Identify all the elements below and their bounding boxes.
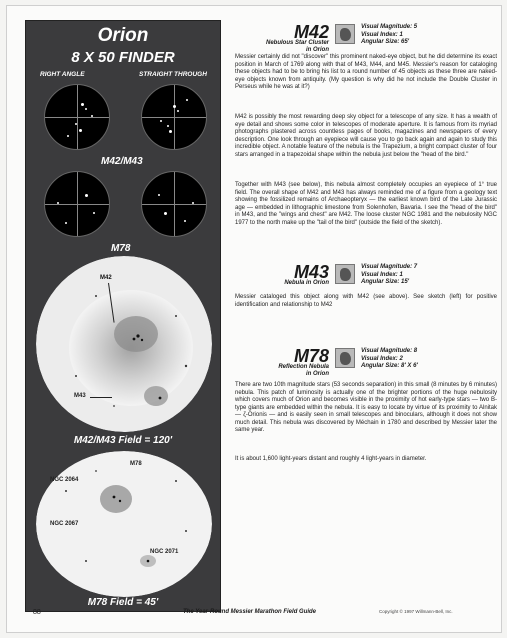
sketch-m42-m43 (36, 256, 212, 432)
stat-magnitude-m78: Visual Magnitude: 8 (361, 348, 418, 354)
sketch-label-ngc2071: NGC 2071 (150, 549, 179, 555)
m42-paragraph-3: Together with M43 (see below), this nebula almost completely occupies an eyepiece of 1° true field. The overall shape of M42 and M43 has always reminded me of a figure from a geology text showing the fossilized remains of Archaeopteryx — the earliest known bird of the Late Jurassic age — embedded in lithographic limestone from Solenhofen, Bavaria. I see the "head of the bird" in M43, and the "wings and chest" are M42. The loose cluster NGC 1981 and the nebulosity NGC 1977 to the north make up the "tail of the bird" (outside the field of the sketch). (235, 182, 497, 226)
stat-magnitude-m43: Visual Magnitude: 7 (361, 264, 418, 270)
stat-index-m43: Visual Index: 1 (361, 271, 403, 278)
m78-paragraph-1: There are two 10th magnitude stars (53 seconds separation) in this small (8 minutes by 6 minutes) nebula. This patch of luminosity is actually one of the brighter portions of the huge nebulosity which covers much of Orion and becomes visible in the proximity of hot early-type stars — two B-type giants are embedded within the nebula. It is easy to locate by virtue of its proximity to Alnitak — ζ-Orionis — and is easily seen in small telescopes and binoculars, although it does not show much detail. This nebula was discovered by Méchain in 1780 and described by Messier later the same year. (235, 382, 497, 434)
sketch-label-m42: M42 (100, 275, 112, 281)
panel-title: Orion (97, 25, 149, 46)
object-name-m42: M42 (293, 22, 329, 42)
label-right-angle: RIGHT ANGLE (40, 71, 85, 78)
object-type-m42-line2: in Orion (306, 47, 329, 53)
object-type-m78-line1: Reflection Nebula (278, 364, 329, 370)
object-type-m78-line2: in Orion (306, 371, 329, 377)
stat-index-m78: Visual Index: 2 (361, 355, 403, 362)
stat-size-m78: Angular Size: 8' X 6' (361, 363, 418, 369)
sketch-pointer-m43 (90, 397, 112, 398)
object-type-m43: Nebula in Orion (284, 280, 329, 286)
thumbnail-m42 (335, 24, 355, 44)
sketch-label-m78: M78 (130, 461, 142, 467)
label-m42m43: M42/M43 (101, 156, 143, 167)
page-number: 88 (33, 609, 41, 616)
sketch-label-ngc2067: NGC 2067 (50, 521, 79, 527)
finder-view-straight-m78 (141, 171, 207, 237)
thumbnail-m43 (335, 264, 355, 284)
stat-index-m42: Visual Index: 1 (361, 31, 403, 38)
finder-view-right-angle-m42 (44, 84, 110, 150)
footer-copyright: Copyright © 1997 Willmann-Bell, Inc. (379, 609, 453, 614)
stat-size-m43: Angular Size: 15' (361, 279, 410, 285)
panel-subtitle: 8 X 50 FINDER (71, 49, 175, 66)
field-m78: M78 Field = 45' (87, 597, 159, 608)
sketch-label-ngc2064: NGC 2064 (50, 477, 79, 483)
stats-m42 (361, 24, 417, 47)
object-type-m42-line1: Nebulous Star Cluster (265, 40, 329, 46)
label-straight-through: STRAIGHT THROUGH (139, 71, 207, 78)
object-name-m78: M78 (293, 346, 329, 366)
m42-paragraph-2: M42 is possibly the most rewarding deep sky object for a telescope of any size. It has a wealth of eye detail and shows some color in telescopes of moderate aperture. It is famous from its myriad photographs plastered across countless pages of books, magazines and newspapers of every description. One look through an eyepiece will cause you to go back again and again to study this incredible object. A notable feature of the nebula is the Trapezium, a bright compact cluster of four stars arranged in a trapezoidal shape within the nebula just below the "head of the bird." (235, 114, 497, 158)
stat-magnitude-m42: Visual Magnitude: 5 (361, 24, 418, 30)
m43-paragraph-1: Messier cataloged this object along with M42 (see above). See sketch (left) for positive identification and relationship to M42 (235, 294, 497, 308)
m78-paragraph-2: It is about 1,600 light-years distant and roughly 4 light-years in diameter. (235, 456, 427, 462)
stat-size-m42: Angular Size: 65' (361, 39, 410, 45)
object-name-m43: M43 (293, 262, 329, 282)
thumbnail-m78 (335, 348, 355, 368)
sketch-label-m43: M43 (74, 393, 86, 399)
footer-book-title: The Year-Round Messier Marathon Field Guide (183, 609, 317, 615)
object-type-m42 (235, 40, 329, 54)
label-m78: M78 (111, 243, 131, 254)
m42-paragraph-1: Messier certainly did not "discover" this prominent naked-eye object, but he did determine its exact position in March of 1769 along with that of M43, M44, and M45. Messier's reason for cataloging these objects had to be to bring his list to a round number of 45 objects as these three are naked-eye objects known from antiquity. (My question is why did he not include the Double Cluster in Perseus while he was at it?) (235, 54, 497, 91)
page (6, 5, 502, 633)
stats-m78 (361, 348, 418, 371)
field-m42m43: M42/M43 Field = 120' (73, 435, 173, 446)
object-type-m78 (235, 364, 329, 378)
stats-m43 (361, 264, 417, 287)
finder-view-straight-m42 (141, 84, 207, 150)
finder-chart-panel (25, 20, 221, 612)
finder-view-right-angle-m78 (44, 171, 110, 237)
